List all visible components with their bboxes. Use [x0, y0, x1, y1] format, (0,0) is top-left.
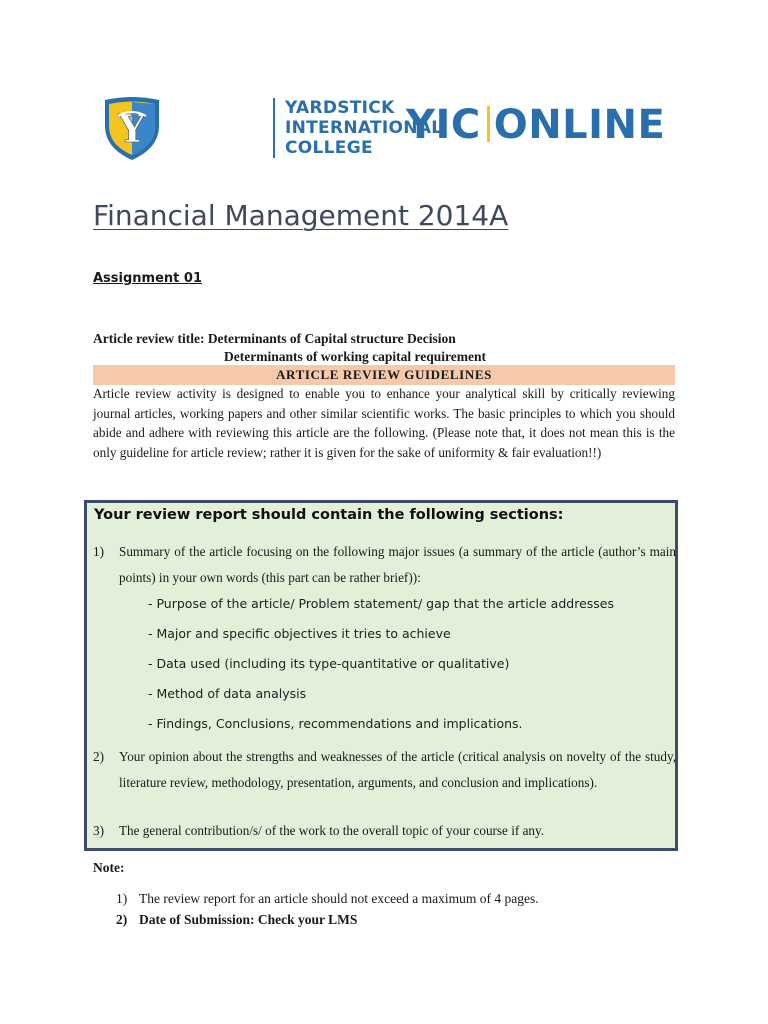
- section-item: [93, 539, 676, 591]
- review-title-1: Determinants of Capital structure Decision: [207, 331, 456, 346]
- item-number: 3): [93, 823, 104, 838]
- item-number: 1): [93, 544, 104, 559]
- item-text: Your opinion about the strengths and weaknesses of the article (critical analysis on novelty of the study, literature review, methodology, presentation, arguments, and conclusion and implications).: [119, 749, 676, 790]
- item-text: The general contribution/s/ of the work to the overall topic of your course if any.: [119, 823, 545, 838]
- section-item: [93, 822, 676, 840]
- note-text: Date of Submission: Check your LMS: [139, 912, 358, 927]
- section-item: [93, 744, 676, 796]
- yic-separator: [487, 106, 490, 142]
- college-name-line: YARDSTICK: [285, 98, 395, 118]
- sub-item: - Purpose of the article/ Problem statement/ gap that the article addresses: [148, 596, 614, 611]
- college-name-line: INTERNATIONAL: [285, 118, 443, 138]
- note-number: 1): [116, 891, 128, 906]
- logo-divider: [273, 98, 275, 158]
- box-heading: Your review report should contain the following sections:: [94, 507, 564, 523]
- note-item: [116, 891, 539, 907]
- shield-y-icon: [102, 96, 162, 162]
- item-text: Summary of the article focusing on the following major issues (a summary of the article (author’s main points) in your own words (this part can be rather brief)):: [119, 544, 676, 585]
- item-number: 2): [93, 749, 104, 764]
- note-label: Note:: [93, 860, 125, 875]
- college-name-line: COLLEGE: [285, 138, 373, 158]
- yic-text: YIC: [406, 102, 481, 148]
- sub-item: - Method of data analysis: [148, 686, 307, 701]
- assignment-label: Assignment 01: [93, 271, 203, 286]
- svg-text:Y: Y: [118, 106, 146, 151]
- review-title: [93, 330, 486, 366]
- online-text: ONLINE: [493, 102, 666, 148]
- note-number: 2): [116, 912, 128, 927]
- review-title-2: Determinants of working capital requirement: [224, 349, 486, 364]
- review-title-label: Article review title:: [93, 331, 205, 346]
- sub-item: - Data used (including its type-quantitative or qualitative): [148, 656, 510, 671]
- intro-paragraph: Article review activity is designed to enable you to enhance your analytical skill by critically reviewing journal articles, working papers and other similar scientific works. The basic principles to which you should abide and adhere with reviewing this article are the following. (Please note that, it does not mean this is the only guideline for article review; rather it is given for the sake of uniformity & fair evaluation!!): [93, 386, 675, 460]
- guidelines-heading: ARTICLE REVIEW GUIDELINES: [93, 365, 675, 385]
- review-sections-box: [84, 500, 678, 851]
- note-text: The review report for an article should not exceed a maximum of 4 pages.: [139, 891, 539, 906]
- note-item: [116, 912, 357, 928]
- yic-online-logo: [406, 102, 665, 148]
- course-title: Financial Management 2014A: [93, 199, 509, 232]
- header: [100, 96, 670, 162]
- sub-item: - Findings, Conclusions, recommendations and implications.: [148, 716, 523, 731]
- sub-item: - Major and specific objectives it tries to achieve: [148, 626, 451, 641]
